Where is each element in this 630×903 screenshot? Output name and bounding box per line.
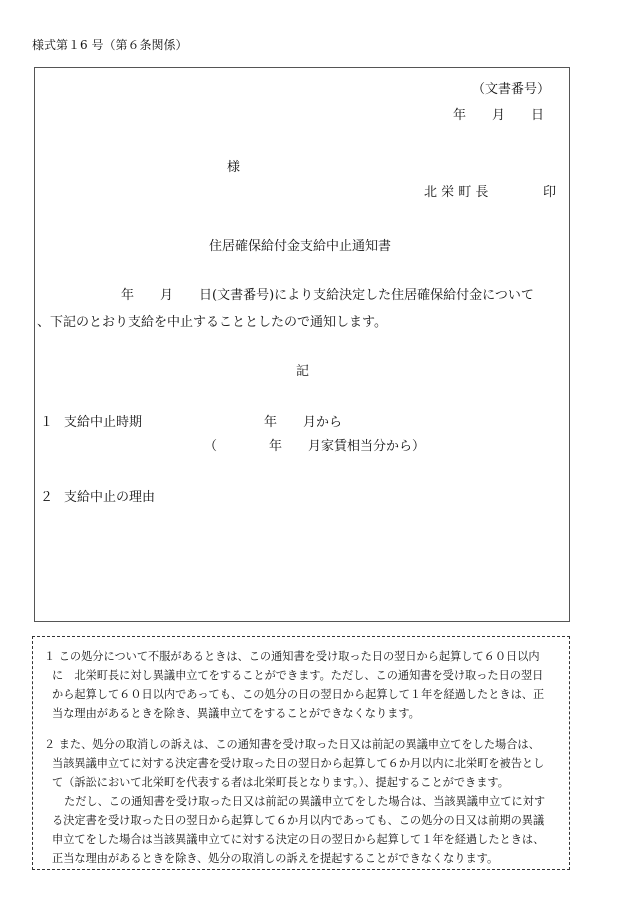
ki-heading: 記 — [296, 364, 310, 379]
issuer-name: 北 栄 町 長 — [424, 185, 489, 200]
item1-value: 年 月から — [264, 415, 343, 430]
item1-number: １ — [40, 415, 54, 430]
note-line: ２ また、処分の取消しの訴えは、この通知書を受け取った日又は前記の異議申立てをした場合は、 — [44, 738, 540, 751]
addressee-suffix: 様 — [227, 160, 241, 175]
seal-mark: 印 — [543, 185, 557, 200]
note-line: る決定書を受け取った日の翌日から起算して６か月以内であっても、この処分の日又は前期の異議 — [52, 814, 545, 827]
item1-label: 支給中止時期 — [64, 415, 143, 430]
note-line: て（訴訟において北栄町を代表する者は北栄町長となります。）、提起することができます。 — [52, 776, 509, 789]
notice-frame — [34, 67, 570, 622]
notice-title: 住居確保給付金支給中止通知書 — [209, 239, 392, 254]
note-line: に 北栄町長に対し異議申立てをすることができます。ただし、この通知書を受け取った日の翌日 — [52, 669, 544, 682]
note-line: 当該異議申立てに対する決定書を受け取った日の翌日から起算して６か月以内に北栄町を被告とし — [52, 757, 545, 770]
item2-label: 支給中止の理由 — [64, 490, 156, 505]
item2-number: ２ — [40, 490, 54, 505]
note-line: 当な理由があるときを除き、異議申立てをすることができなくなります。 — [52, 707, 420, 720]
form-number: 様式第１6 号（第６条関係） — [32, 38, 188, 52]
note-line: 正当な理由があるときを除き、処分の取消しの訴えを提起することができなくなります。 — [52, 852, 499, 865]
item1-value-detail: （ 年 月家賃相当分から） — [204, 439, 426, 454]
document-number: （文書番号） — [472, 82, 551, 97]
note-line: １ この処分について不服があるときは、この通知書を受け取った日の翌日から起算して６０日以内 — [44, 650, 540, 663]
issue-date: 年 月 日 — [453, 108, 545, 123]
body-line-2: 、下記のとおり支給を中止することとしたので通知します。 — [37, 315, 387, 330]
note-line: から起算して６０日以内であっても、この処分の日の翌日から起算して１年を経過したときは、正 — [52, 688, 545, 701]
note-line: 申立てをした場合は当該異議申立てに対する決定の日の翌日から起算して１年を経過したときは、 — [52, 833, 545, 846]
body-line-1: 年 月 日(文書番号)により支給決定した住居確保給付金について — [121, 288, 534, 303]
note-line: ただし、この通知書を受け取った日又は前記の異議申立てをした場合は、当該異議申立てに対す — [64, 795, 546, 808]
